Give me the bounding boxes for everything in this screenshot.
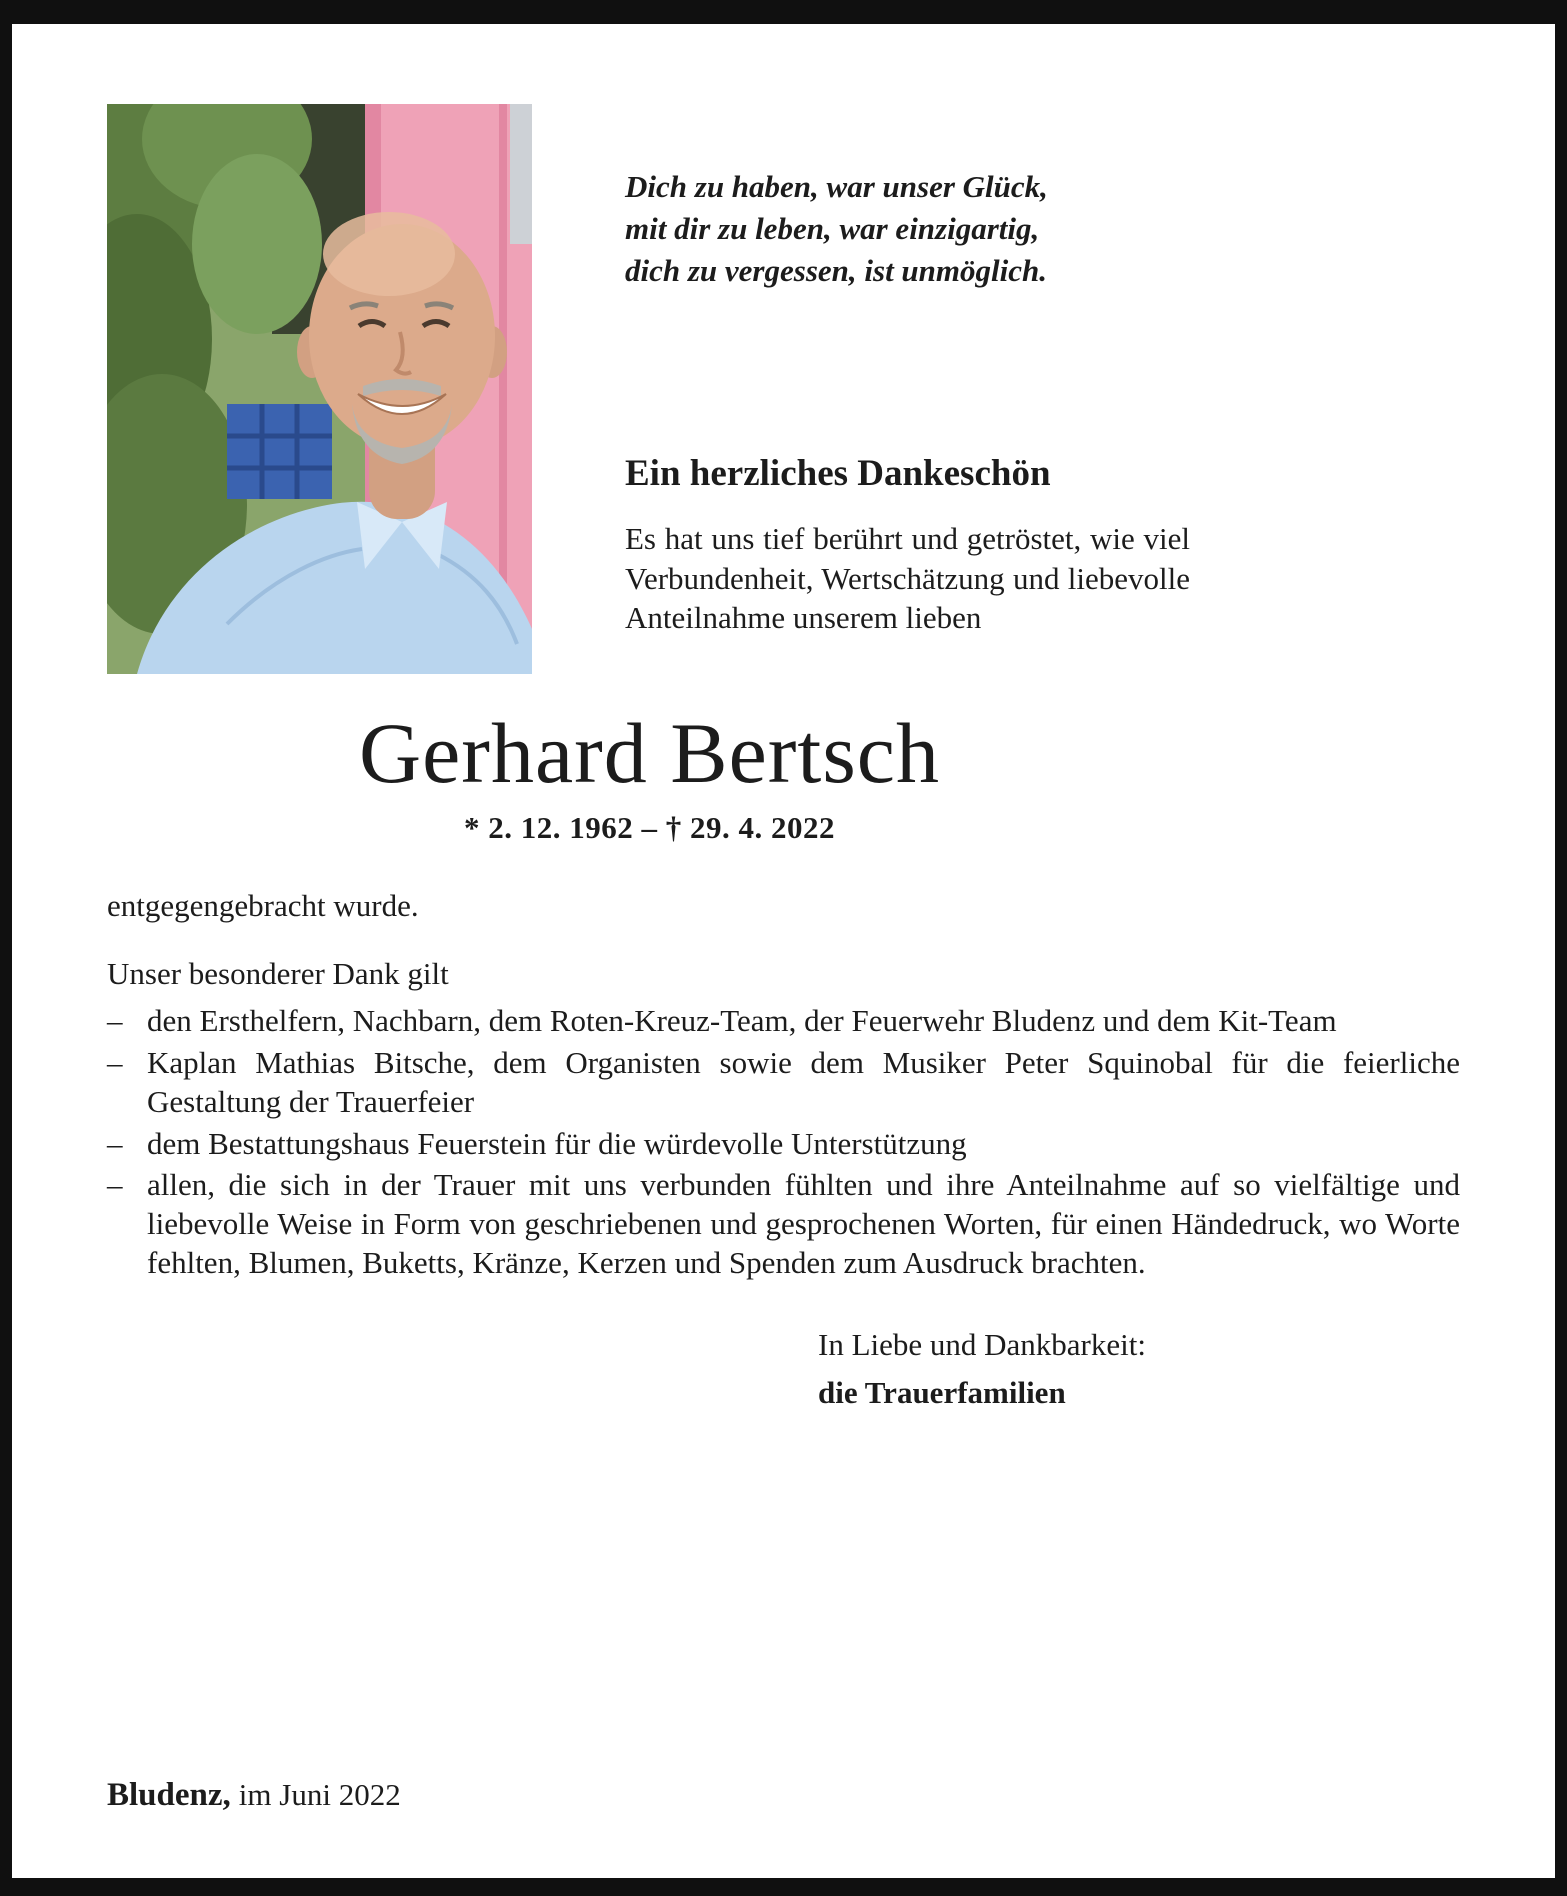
gratitude-intro: Unser besonderer Dank gilt [107, 956, 449, 992]
quote-line-1: Dich zu haben, war unser Glück, [625, 169, 1048, 204]
intro-paragraph: Es hat uns tief berührt und getröstet, wie viel Verbundenheit, Wertschätzung und liebevolle Anteilnahme unserem lieben [625, 521, 1190, 636]
deceased-name: Gerhard Bertsch [359, 705, 940, 801]
date-text: im Juni 2022 [238, 1777, 401, 1812]
closing-block [818, 1321, 1460, 1417]
memorial-quote [625, 166, 1190, 292]
name-block [107, 705, 1192, 846]
obituary-content [12, 104, 1555, 1417]
thanks-list [107, 1002, 1460, 1282]
closing-line: In Liebe und Dankbarkeit: [818, 1326, 1146, 1362]
list-dash: – [107, 1003, 123, 1039]
thanks-list-item [107, 1125, 1460, 1164]
thanks-item-text: den Ersthelfern, Nachbarn, dem Roten-Kreuz-Team, der Feuerwehr Bludenz und dem Kit-Team [147, 1003, 1337, 1039]
life-dates: * 2. 12. 1962 – † 29. 4. 2022 [464, 810, 835, 846]
place-name: Bludenz, [107, 1777, 231, 1813]
top-section [107, 104, 1460, 674]
thanks-item-text: Kaplan Mathias Bitsche, dem Organisten sowie dem Musiker Peter Squinobal für die feierliche Gestaltung der Trauerfeier [147, 1045, 1460, 1119]
list-dash: – [107, 1045, 123, 1081]
list-dash: – [107, 1125, 123, 1161]
thanks-list-item [107, 1044, 1460, 1122]
footer-place-date [107, 1777, 401, 1814]
list-dash: – [107, 1167, 123, 1203]
portrait-illustration [107, 104, 532, 674]
continuation-text: entgegengebracht wurde. [107, 888, 419, 924]
quote-line-3: dich zu vergessen, ist unmöglich. [625, 253, 1047, 289]
thanks-list-item [107, 1002, 1460, 1041]
thanks-list-item [107, 1166, 1460, 1282]
right-column [625, 104, 1190, 674]
thanks-heading: Ein herzliches Dankeschön [625, 453, 1051, 495]
closing-signature: die Trauerfamilien [818, 1374, 1066, 1410]
quote-line-2: mit dir zu leben, war einzigartig, [625, 211, 1040, 247]
thanks-item-text: dem Bestattungshaus Feuerstein für die würdevolle Unterstützung [147, 1125, 967, 1161]
thanks-item-text: allen, die sich in der Trauer mit uns verbunden fühlten und ihre Anteilnahme auf so vielfältige und liebevolle Weise in Form von geschriebenen und gesprochenen Worten, für einen Händedruck, wo Worte fehlten, Blumen, Buketts, Kränze, Kerzen und Spenden zum Ausdruck brachten. [147, 1167, 1460, 1280]
portrait-photo [107, 104, 532, 674]
